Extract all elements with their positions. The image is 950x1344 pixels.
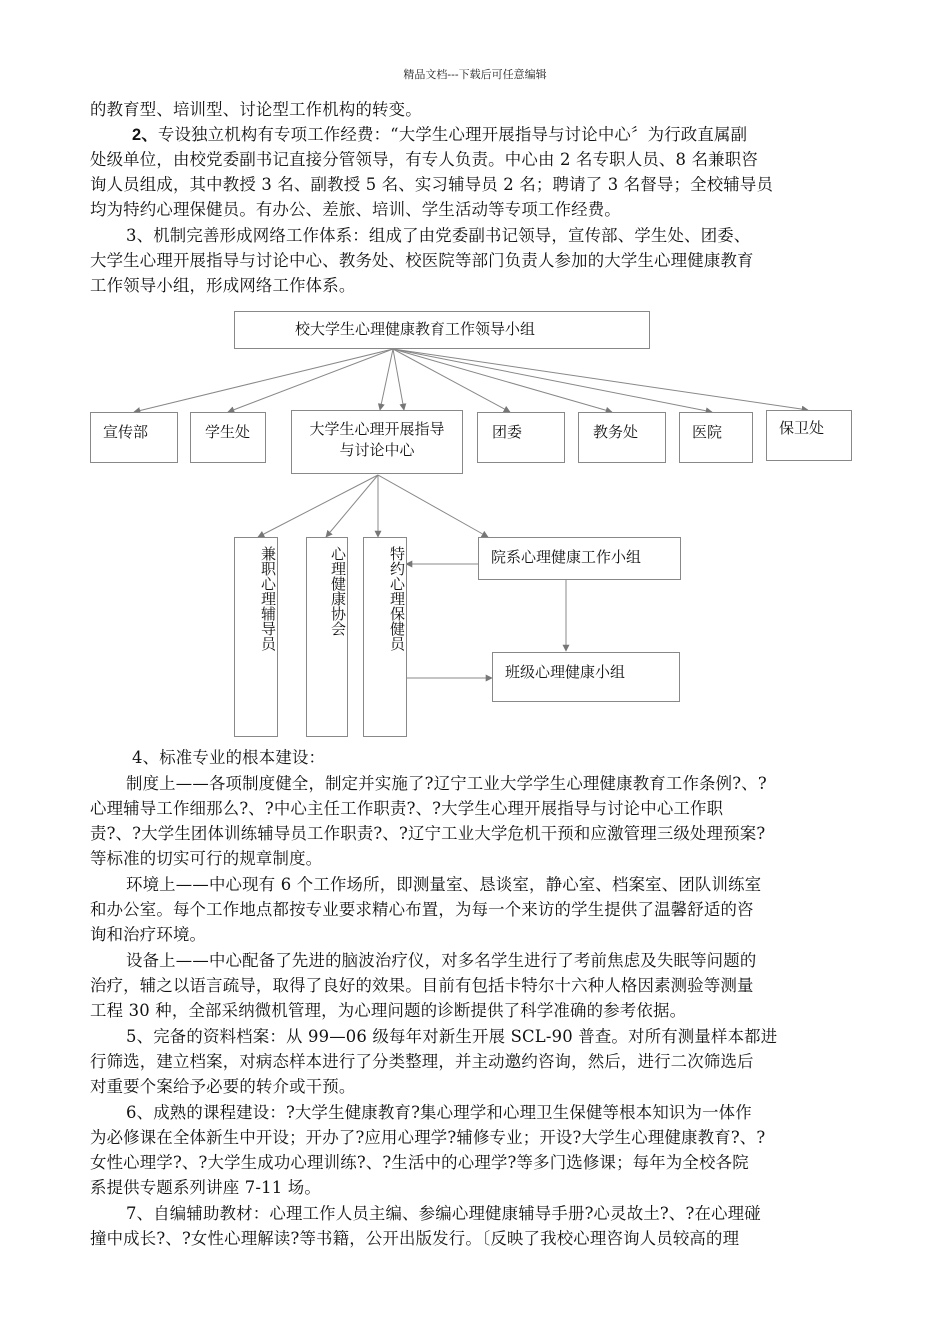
org-top-box: 校大学生心理健康教育工作领导小组 [234, 311, 650, 349]
org-node-teyue: 特约心理保健员 [363, 537, 407, 737]
paragraph-line: 5、完备的资料档案：从 99—06 级每年对新生开展 SCL-90 普查。对所有测量样本都进 [126, 1027, 778, 1046]
paragraph-line: 询和治疗环境。 [90, 925, 207, 944]
org-node-xuanchuan: 宣传部 [90, 412, 178, 463]
org-node-yuanxi: 院系心理健康工作小组 [478, 537, 681, 580]
paragraph-line: 6、成熟的课程建设：?大学生健康教育?集心理学和心理卫生保健等根本知识为一体作 [126, 1103, 752, 1122]
paragraph-line: 撞中成长?、?女性心理解读?等书籍，公开出版发行。〔反映了我校心理咨询人员较高的理 [90, 1229, 740, 1248]
paragraph-line: 环境上——中心现有 6 个工作场所，即测量室、恳谈室，静心室、档案室、团队训练室 [126, 875, 762, 894]
paragraph-line: 对重要个案给予必要的转介或干预。 [90, 1077, 356, 1096]
paragraph-line: 制度上——各项制度健全，制定并实施了?辽宁工业大学学生心理健康教育工作条例?、? [126, 774, 767, 793]
paragraph-line: 4、标准专业的根本建设： [132, 748, 326, 767]
page-header: 精品文档---下载后可任意编辑 [403, 68, 547, 81]
paragraph-line: 大学生心理开展指导与讨论中心、教务处、校医院等部门负责人参加的大学生心理健康教育 [90, 251, 754, 270]
paragraph-line: 系提供专题系列讲座 7-11 场。 [90, 1178, 321, 1197]
paragraph-line: 设备上——中心配备了先进的脑波治疗仪，对多名学生进行了考前焦虑及失眠等问题的 [126, 951, 757, 970]
paragraph-line: 心理辅导工作细那么?、?中心主任工作职责?、?大学生心理开展指导与讨论中心工作职 [90, 799, 724, 818]
org-node-tuanwei: 团委 [477, 412, 565, 463]
paragraph-line: 等标准的切实可行的规章制度。 [90, 849, 323, 868]
org-node-jianzhi: 兼职心理辅导员 [234, 537, 278, 737]
org-node-yiyuan: 医院 [679, 412, 753, 463]
paragraph-line: 均为特约心理保健员。有办公、差旅、培训、学生活动等专项工作经费。 [90, 200, 621, 219]
item-number: 2、 [132, 126, 158, 144]
paragraph-line: 女性心理学?、?大学生成功心理训练?、?生活中的心理学?等多门选修课；每年为全校各院 [90, 1153, 749, 1172]
org-node-center: 大学生心理开展指导与讨论中心 [291, 410, 463, 474]
paragraph-line: 7、自编辅助教材：心理工作人员主编、参编心理健康辅导手册?心灵故土?、?在心理碰 [126, 1204, 761, 1223]
paragraph-line: 工作领导小组，形成网络工作体系。 [90, 276, 356, 295]
org-node-xiehui: 心理健康协会 [306, 537, 348, 737]
paragraph-line: 工程 30 种，全部采纳微机管理，为心理问题的诊断提供了科学准确的参考依据。 [90, 1001, 687, 1020]
paragraph-line: 责?、?大学生团体训练辅导员工作职责?、?辽宁工业大学危机干预和应激管理三级处理预案? [90, 824, 766, 843]
org-node-baowei: 保卫处 [766, 410, 852, 461]
paragraph-text: 专设独立机构有专项工作经费：“大学生心理开展指导与讨论中心〞为行政直属副 [157, 125, 748, 144]
org-node-banji: 班级心理健康小组 [492, 652, 680, 702]
paragraph-line: 为必修课在全体新生中开设；开办了?应用心理学?辅修专业；开设?大学生心理健康教育?、? [90, 1128, 766, 1147]
org-node-xuesheng: 学生处 [190, 412, 266, 463]
org-node-jiaowu: 教务处 [578, 412, 666, 463]
paragraph-line: 3、机制完善形成网络工作体系：组成了由党委副书记领导，宣传部、学生处、团委、 [126, 226, 751, 245]
paragraph-line: 和办公室。每个工作地点都按专业要求精心布置，为每一个来访的学生提供了温馨舒适的咨 [90, 900, 754, 919]
paragraph-line: 处级单位，由校党委副书记直接分管领导，有专人负责。中心由 2 名专职人员、8 名兼职咨 [90, 150, 758, 169]
paragraph-line: 的教育型、培训型、讨论型工作机构的转变。 [90, 100, 422, 119]
paragraph-line: 治疗，辅之以语言疏导，取得了良好的效果。目前有包括卡特尔十六种人格因素测验等测量 [90, 976, 754, 995]
paragraph-line: 行筛选，建立档案，对病态样本进行了分类整理，并主动邀约咨询，然后，进行二次筛选后 [90, 1052, 754, 1071]
paragraph-line: 询人员组成，其中教授 3 名、副教授 5 名、实习辅导员 2 名；聘请了 3 名督导；全校辅导员 [90, 175, 774, 194]
